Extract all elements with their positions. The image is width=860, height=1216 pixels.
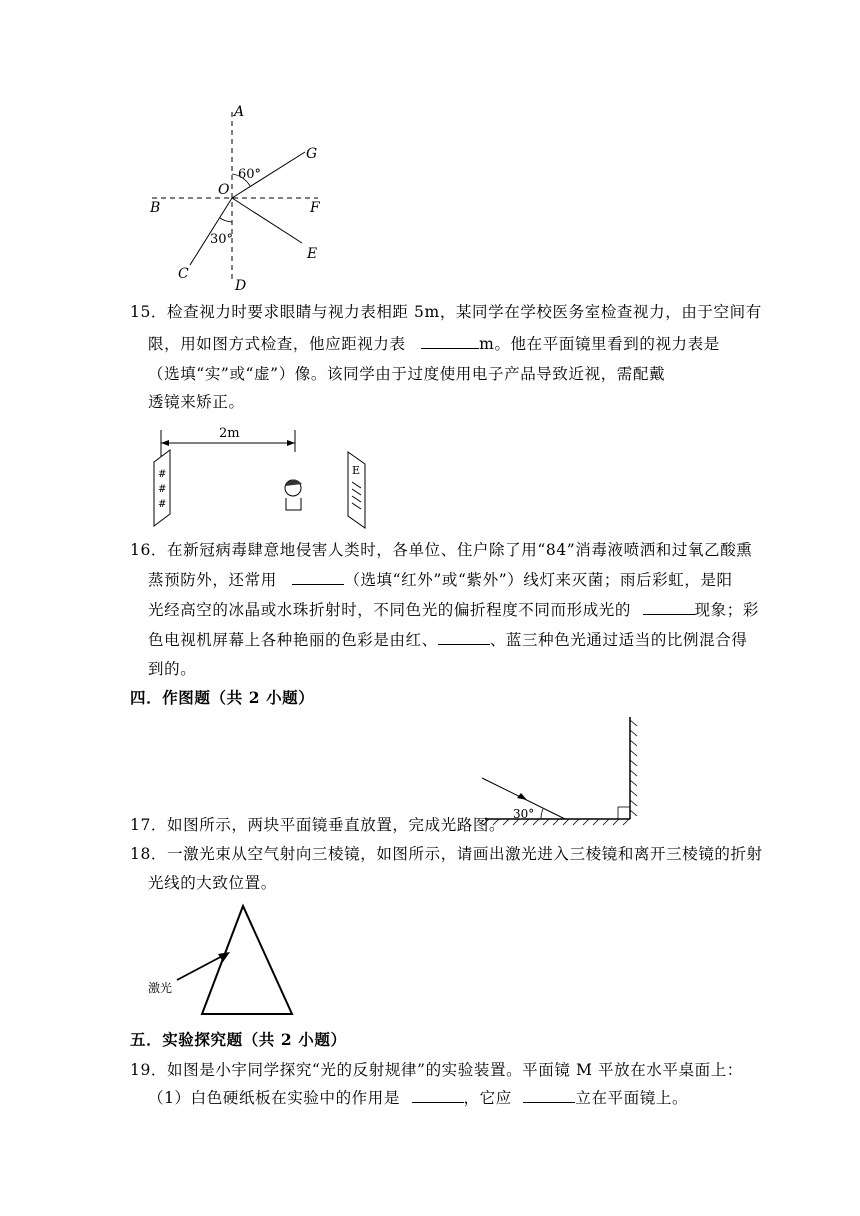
answer-blank[interactable] — [412, 1088, 464, 1103]
svg-text:E: E — [352, 464, 361, 477]
label-a: A — [234, 104, 245, 120]
angle-30: 30° — [210, 232, 234, 247]
eye-test-figure — [145, 422, 385, 530]
q17-line: 17．如图所示，两块平面镜垂直放置，完成光路图。 — [130, 816, 506, 834]
mirror-icon — [154, 450, 170, 526]
svg-text:#: # — [158, 484, 167, 495]
angle-30-label: 30° — [513, 807, 535, 821]
laser-label: 激光 — [148, 981, 173, 995]
q15-line3: （选填“实”或“虚”）像。该同学由于过度使用电子产品导致近视，需配戴 — [148, 365, 666, 383]
answer-blank[interactable] — [421, 334, 479, 349]
q18-line2: 光线的大致位置。 — [148, 874, 277, 892]
reflection-angle-figure — [140, 100, 340, 295]
eye-chart-icon — [348, 452, 365, 528]
answer-blank[interactable] — [523, 1088, 575, 1103]
label-d: D — [235, 278, 247, 294]
section-4-heading: 四．作图题（共 2 小题） — [130, 688, 315, 707]
q16-line1: 16．在新冠病毒肆意地侵害人类时，各单位、住户除了用“84”消毒液喷洒和过氧乙酸熏 — [130, 541, 753, 559]
answer-blank[interactable] — [292, 570, 344, 585]
q16-line2: 蒸预防外，还常用 （选填“红外”或“紫外”）线灯来灭菌；雨后彩虹，是阳 — [148, 571, 733, 589]
distance-label: 2m — [219, 426, 240, 441]
q15-line2: 限，用如图方式检查，他应距视力表 m。他在平面镜里看到的视力表是 — [148, 335, 720, 353]
label-g: G — [306, 146, 318, 162]
label-e: E — [307, 246, 318, 262]
label-b: B — [150, 200, 161, 216]
q17-number: 17． — [130, 816, 168, 834]
q18-number: 18． — [130, 845, 168, 863]
label-o: O — [218, 182, 230, 198]
q19-number: 19． — [130, 1061, 168, 1079]
perpendicular-mirrors-figure — [475, 712, 645, 832]
label-f: F — [310, 200, 320, 216]
q16-line4: 色电视机屏幕上各种艳丽的色彩是由红、 、蓝三种色光通过适当的比例混合得 — [148, 631, 748, 649]
answer-blank[interactable] — [643, 600, 695, 615]
q15-line1: 15．检查视力时要求眼睛与视力表相距 5m，某同学在学校医务室检查视力，由于空间有 — [130, 303, 762, 321]
label-c: C — [178, 266, 189, 282]
answer-blank[interactable] — [438, 630, 490, 645]
q19-line1: 19．如图是小宇同学探究“光的反射规律”的实验装置。平面镜 M 平放在水平桌面上： — [130, 1061, 743, 1079]
person-icon — [285, 479, 302, 510]
q18-line1: 18．一激光束从空气射向三棱镜，如图所示，请画出激光进入三棱镜和离开三棱镜的折射 — [130, 845, 763, 863]
section-5-heading: 五．实验探究题（共 2 小题） — [130, 1030, 347, 1049]
q15-number: 15． — [130, 303, 168, 321]
svg-text:#: # — [158, 499, 167, 510]
q19-sub1: （1）白色硬纸板在实验中的作用是 ，它应 立在平面镜上。 — [148, 1089, 689, 1107]
svg-text:#: # — [158, 469, 167, 480]
q16-line3: 光经高空的冰晶或水珠折射时，不同色光的偏折程度不同而形成光的 现象；彩 — [148, 601, 759, 619]
q16-line5: 到的。 — [148, 660, 197, 678]
angle-60: 60° — [238, 167, 262, 182]
prism-figure — [140, 900, 310, 1025]
q15-line4: 透镜来矫正。 — [148, 393, 245, 411]
q16-number: 16． — [130, 541, 168, 559]
